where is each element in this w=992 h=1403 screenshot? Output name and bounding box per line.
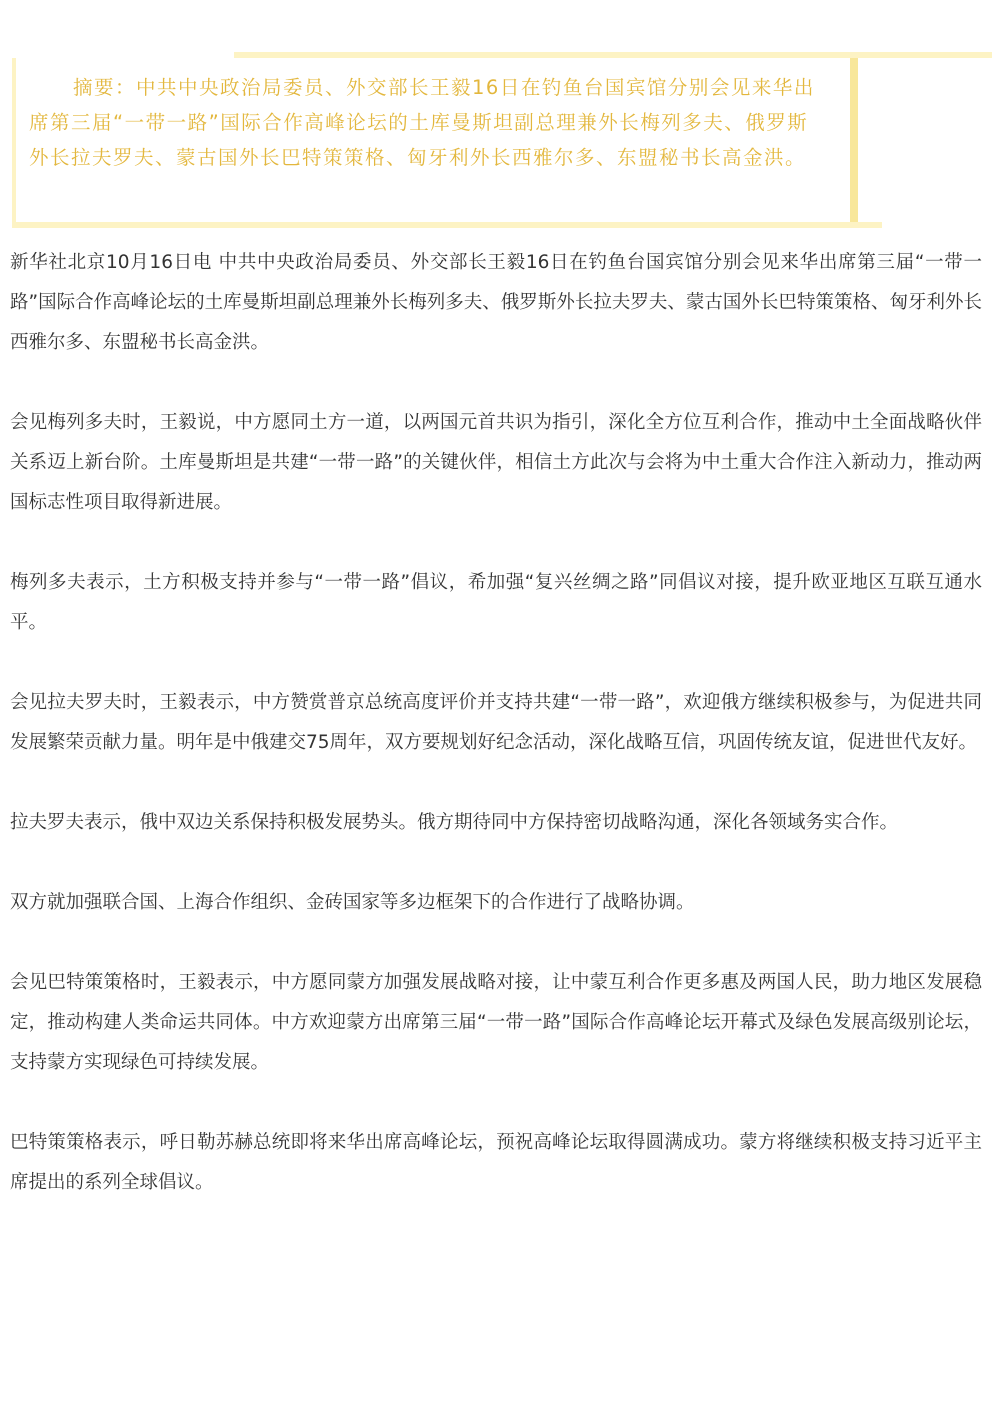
summary-border-top xyxy=(234,52,992,58)
article-paragraph: 巴特策策格表示，呼日勒苏赫总统即将来华出席高峰论坛，预祝高峰论坛取得圆满成功。蒙方将继续积极支持习近平主席提出的系列全球倡议。 xyxy=(10,1132,982,1193)
article-paragraph: 新华社北京10月16日电 中共中央政治局委员、外交部长王毅16日在钓鱼台国宾馆分别会见来华出席第三届“一带一路”国际合作高峰论坛的土库曼斯坦副总理兼外长梅列多夫、俄罗斯外长拉夫罗夫、蒙古国外长巴特策策格、匈牙利外长西雅尔多、东盟秘书长高金洪。 xyxy=(10,252,982,353)
summary-border-right xyxy=(850,58,858,224)
summary-border-left xyxy=(12,58,16,224)
article-paragraph: 拉夫罗夫表示，俄中双边关系保持积极发展势头。俄方期待同中方保持密切战略沟通，深化各领域务实合作。 xyxy=(10,812,899,833)
article-paragraph: 双方就加强联合国、上海合作组织、金砖国家等多边框架下的合作进行了战略协调。 xyxy=(10,892,695,913)
article-body xyxy=(10,243,982,1243)
summary-box xyxy=(12,52,882,230)
article-paragraph: 梅列多夫表示，土方积极支持并参与“一带一路”倡议，希加强“复兴丝绸之路”同倡议对接，提升欧亚地区互联互通水平。 xyxy=(10,572,982,633)
summary-border-bottom xyxy=(12,222,882,228)
article-paragraph: 会见梅列多夫时，王毅说，中方愿同土方一道，以两国元首共识为指引，深化全方位互利合作，推动中土全面战略伙伴关系迈上新台阶。土库曼斯坦是共建“一带一路”的关键伙伴，相信土方此次与会将为中土重大合作注入新动力，推动两国标志性项目取得新进展。 xyxy=(10,412,982,513)
article-paragraph: 会见巴特策策格时，王毅表示，中方愿同蒙方加强发展战略对接，让中蒙互利合作更多惠及两国人民，助力地区发展稳定，推动构建人类命运共同体。中方欢迎蒙方出席第三届“一带一路”国际合作高峰论坛开幕式及绿色发展高级别论坛，支持蒙方实现绿色可持续发展。 xyxy=(10,972,982,1073)
article-paragraph: 会见拉夫罗夫时，王毅表示，中方赞赏普京总统高度评价并支持共建“一带一路”，欢迎俄方继续积极参与，为促进共同发展繁荣贡献力量。明年是中俄建交75周年，双方要规划好纪念活动，深化战略互信，巩固传统友谊，促进世代友好。 xyxy=(10,692,982,753)
summary-text: 摘要：中共中央政治局委员、外交部长王毅16日在钓鱼台国宾馆分别会见来华出席第三届“一带一路”国际合作高峰论坛的土库曼斯坦副总理兼外长梅列多夫、俄罗斯外长拉夫罗夫、蒙古国外长巴特策策格、匈牙利外长西雅尔多、东盟秘书长高金洪。 xyxy=(29,76,815,169)
